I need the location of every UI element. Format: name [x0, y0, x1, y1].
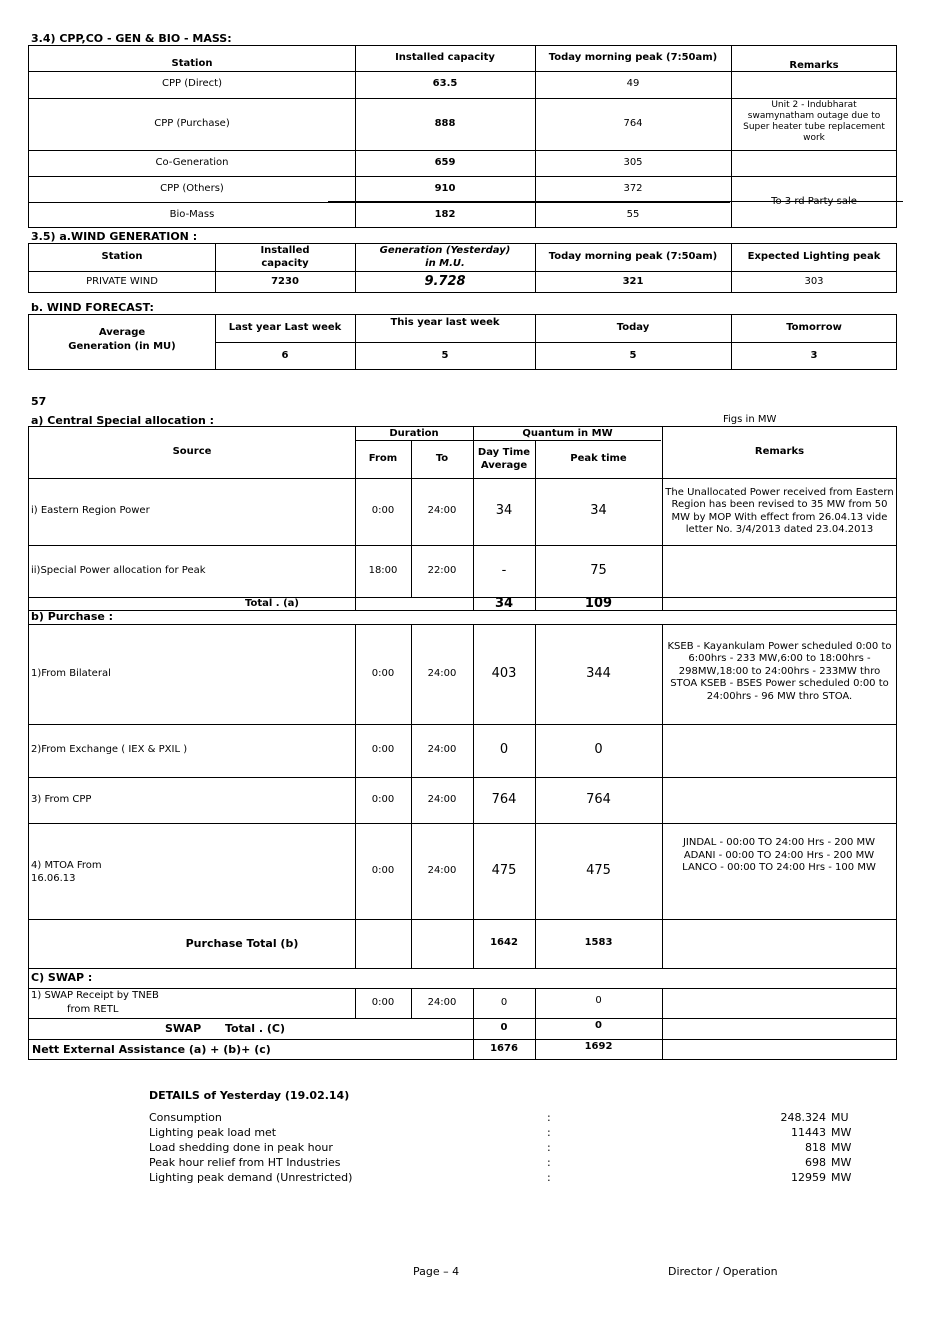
swap-source: 1) SWAP Receipt by TNEB — [31, 990, 159, 1001]
wind-header-installed: Installed capacity — [260, 245, 310, 269]
forecast-label-generation: Generation (in MU) — [68, 340, 176, 352]
central-source: i) Eastern Region Power — [31, 505, 150, 517]
forecast-label-average: Average — [98, 326, 146, 338]
central-day: 34 — [495, 503, 513, 519]
cpp-row-peak: 372 — [623, 182, 643, 194]
cpp-row-peak: 305 — [623, 156, 643, 168]
central-peak: 34 — [590, 503, 607, 519]
detail-sep: : — [547, 1141, 551, 1154]
detail-label: Lighting peak load met — [149, 1126, 277, 1139]
swap-from: 0:00 — [371, 996, 395, 1008]
swap-total-label: SWAP — [165, 1021, 202, 1035]
purchase-total-day: 1642 — [490, 937, 518, 949]
purchase-peak: 0 — [594, 742, 603, 758]
detail-unit: MW — [831, 1126, 852, 1139]
detail-sep: : — [547, 1126, 551, 1139]
cpp-header-station: Station — [171, 57, 213, 69]
alloc-header-duration: Duration — [389, 427, 439, 439]
central-to: 24:00 — [427, 505, 457, 517]
forecast-header-today: Today — [616, 322, 650, 334]
central-remarks: The Unallocated Power received from Eastern Region has been revised to 35 MW from 50 MW by MOP With effect from 26.04.13 vide letter No. 3/4/2013 dated 23.04.2013 — [665, 486, 894, 535]
purchase-source-mtoa: 4) MTOA From — [31, 860, 102, 871]
cpp-row-station: CPP (Direct) — [162, 78, 222, 90]
cpp-header-remarks: Remarks — [789, 60, 839, 72]
figs-in-mw: Figs in MW — [723, 414, 777, 425]
forecast-header-last-year: Last year Last week — [228, 322, 342, 334]
wind-header-generation: Generation (Yesterday) — [379, 244, 511, 256]
wind-header-generation-unit: in M.U. — [425, 257, 465, 269]
cpp-row-peak: 55 — [626, 208, 640, 220]
wind-forecast-table — [28, 314, 897, 370]
detail-label: Consumption — [149, 1111, 222, 1124]
purchase-from: 0:00 — [371, 864, 395, 876]
section-3-5a-title: 3.5) a.WIND GENERATION : — [31, 230, 198, 243]
page-number: Page – 4 — [413, 1265, 460, 1278]
swap-peak: 0 — [595, 994, 602, 1006]
detail-label: Load shedding done in peak hour — [149, 1141, 333, 1154]
purchase-source: 2)From Exchange ( IEX & PXIL ) — [31, 744, 188, 756]
section-3-5b-title: b. WIND FORECAST: — [31, 301, 154, 314]
wind-header-peak: Today morning peak (7:50am) — [548, 251, 718, 263]
central-from: 18:00 — [368, 564, 398, 576]
purchase-source: 1)From Bilateral — [31, 667, 111, 679]
nett-label: Nett External Assistance (a) + (b)+ (c) — [32, 1042, 271, 1056]
forecast-this-year: 5 — [441, 349, 449, 361]
swap-to: 24:00 — [427, 996, 457, 1008]
detail-unit: MW — [831, 1171, 852, 1184]
wind-table — [28, 243, 897, 293]
forecast-header-this-year: This year last week — [390, 316, 500, 328]
alloc-header-from: From — [368, 453, 398, 465]
purchase-peak: 475 — [586, 862, 611, 878]
purchase-from: 0:00 — [371, 667, 395, 679]
forecast-last-year: 6 — [281, 349, 289, 361]
wind-header-station: Station — [101, 251, 143, 263]
purchase-day: 403 — [491, 665, 517, 681]
cpp-row-station: CPP (Others) — [160, 182, 224, 194]
purchase-day: 0 — [499, 742, 509, 758]
purchase-day: 764 — [491, 791, 517, 807]
purchase-source-mtoa-date: 16.06.13 — [31, 873, 76, 884]
swap-total-day: 0 — [500, 1022, 508, 1034]
section-3-4-title: 3.4) CPP,CO - GEN & BIO - MASS: — [31, 32, 232, 45]
wind-header-expected: Expected Lighting peak — [747, 251, 881, 263]
detail-value: 248.324 — [780, 1111, 826, 1124]
detail-sep: : — [547, 1171, 551, 1184]
alloc-header-quantum: Quantum in MW — [522, 427, 613, 439]
total-a-day: 34 — [494, 595, 514, 611]
allocation-table — [28, 426, 897, 1060]
detail-unit: MW — [831, 1141, 852, 1154]
wind-station: PRIVATE WIND — [86, 275, 158, 287]
cpp-row-installed: 63.5 — [432, 78, 458, 90]
purchase-to: 24:00 — [427, 864, 457, 876]
purchase-to: 24:00 — [427, 667, 457, 679]
swap-total-peak: 0 — [595, 1020, 602, 1032]
total-a-label: Total . (a) — [245, 597, 299, 609]
purchase-to: 24:00 — [427, 793, 457, 805]
swap-total-label-c: Total . (C) — [225, 1021, 286, 1035]
detail-sep: : — [547, 1111, 551, 1124]
forecast-header-tomorrow: Tomorrow — [786, 322, 842, 334]
central-to: 22:00 — [427, 564, 457, 576]
central-from: 0:00 — [371, 505, 395, 517]
central-source: ii)Special Power allocation for Peak — [31, 564, 206, 576]
swap-source-retl: from RETL — [67, 1004, 119, 1015]
wind-peak: 321 — [622, 275, 644, 287]
central-peak: 75 — [590, 562, 607, 578]
purchase-to: 24:00 — [427, 744, 457, 756]
cpp-row-peak: 49 — [626, 78, 640, 90]
purchase-remarks-mtoa: JINDAL - 00:00 TO 24:00 Hrs - 200 MW ADANI - 00:00 TO 24:00 Hrs - 200 MW LANCO - 00:00 TO 24:00 Hrs - 100 MW — [682, 837, 876, 874]
details-title: DETAILS of Yesterday (19.02.14) — [149, 1089, 350, 1102]
central-allocation-title: a) Central Special allocation : — [31, 414, 215, 427]
purchase-remarks: KSEB - Kayankulam Power scheduled 0:00 to 6:00hrs - 233 MW,6:00 to 18:00hrs - 298MW,18:00 to 24:00hrs - 233MW thro STOA KSEB - BSES Power scheduled 0:00 to 24:00hrs - 96 MW thro STOA. — [667, 640, 892, 702]
alloc-header-average: Average — [480, 459, 528, 471]
detail-value: 698 — [805, 1156, 826, 1169]
cpp-row-installed: 888 — [434, 117, 456, 129]
alloc-header-source: Source — [172, 446, 212, 458]
forecast-today: 5 — [629, 349, 637, 361]
detail-value: 12959 — [791, 1171, 826, 1184]
cpp-header-installed: Installed capacity — [395, 52, 495, 64]
swap-day: 0 — [500, 996, 508, 1008]
purchase-from: 0:00 — [371, 793, 395, 805]
purchase-total-label: Purchase Total (b) — [185, 936, 299, 950]
cpp-row-remarks: Unit 2 - Indubharat swamynatham outage due to Super heater tube replacement work — [743, 99, 885, 144]
detail-unit: MU — [831, 1111, 849, 1124]
alloc-header-peak: Peak time — [570, 453, 627, 465]
purchase-peak: 764 — [586, 791, 611, 807]
alloc-header-to: To — [435, 453, 449, 465]
alloc-header-remarks: Remarks — [754, 446, 805, 458]
detail-value: 818 — [805, 1141, 826, 1154]
cpp-merged-remark: To 3 rd Party sale — [771, 195, 857, 207]
cpp-row-station: Bio-Mass — [169, 208, 215, 220]
cpp-row-installed: 659 — [434, 156, 456, 168]
purchase-from: 0:00 — [371, 744, 395, 756]
alloc-header-daytime: Day Time — [477, 446, 531, 458]
swap-title: C) SWAP : — [31, 971, 93, 985]
section-number: 57 — [31, 395, 47, 408]
central-day: - — [501, 562, 507, 578]
detail-label: Peak hour relief from HT Industries — [149, 1156, 341, 1169]
cpp-row-station: Co-Generation — [155, 156, 229, 168]
signature: Director / Operation — [668, 1265, 778, 1278]
cpp-row-installed: 182 — [434, 208, 456, 220]
nett-day: 1676 — [490, 1043, 518, 1055]
wind-generation: 9.728 — [424, 273, 466, 289]
detail-value: 11443 — [791, 1126, 826, 1139]
detail-label: Lighting peak demand (Unrestricted) — [149, 1171, 353, 1184]
wind-installed: 7230 — [271, 275, 299, 287]
cpp-row-station: CPP (Purchase) — [154, 117, 230, 129]
detail-unit: MW — [831, 1156, 852, 1169]
purchase-peak: 344 — [586, 665, 611, 681]
purchase-title: b) Purchase : — [31, 610, 114, 624]
purchase-source: 3) From CPP — [31, 793, 92, 805]
detail-sep: : — [547, 1156, 551, 1169]
wind-expected: 303 — [804, 275, 824, 287]
forecast-tomorrow: 3 — [810, 349, 818, 361]
nett-peak: 1692 — [584, 1041, 613, 1053]
cpp-row-peak: 764 — [623, 117, 643, 129]
purchase-total-peak: 1583 — [584, 937, 613, 949]
cpp-row-installed: 910 — [434, 182, 456, 194]
cpp-header-peak: Today morning peak (7:50am) — [548, 52, 718, 64]
purchase-day: 475 — [491, 862, 517, 878]
total-a-peak: 109 — [584, 595, 613, 611]
